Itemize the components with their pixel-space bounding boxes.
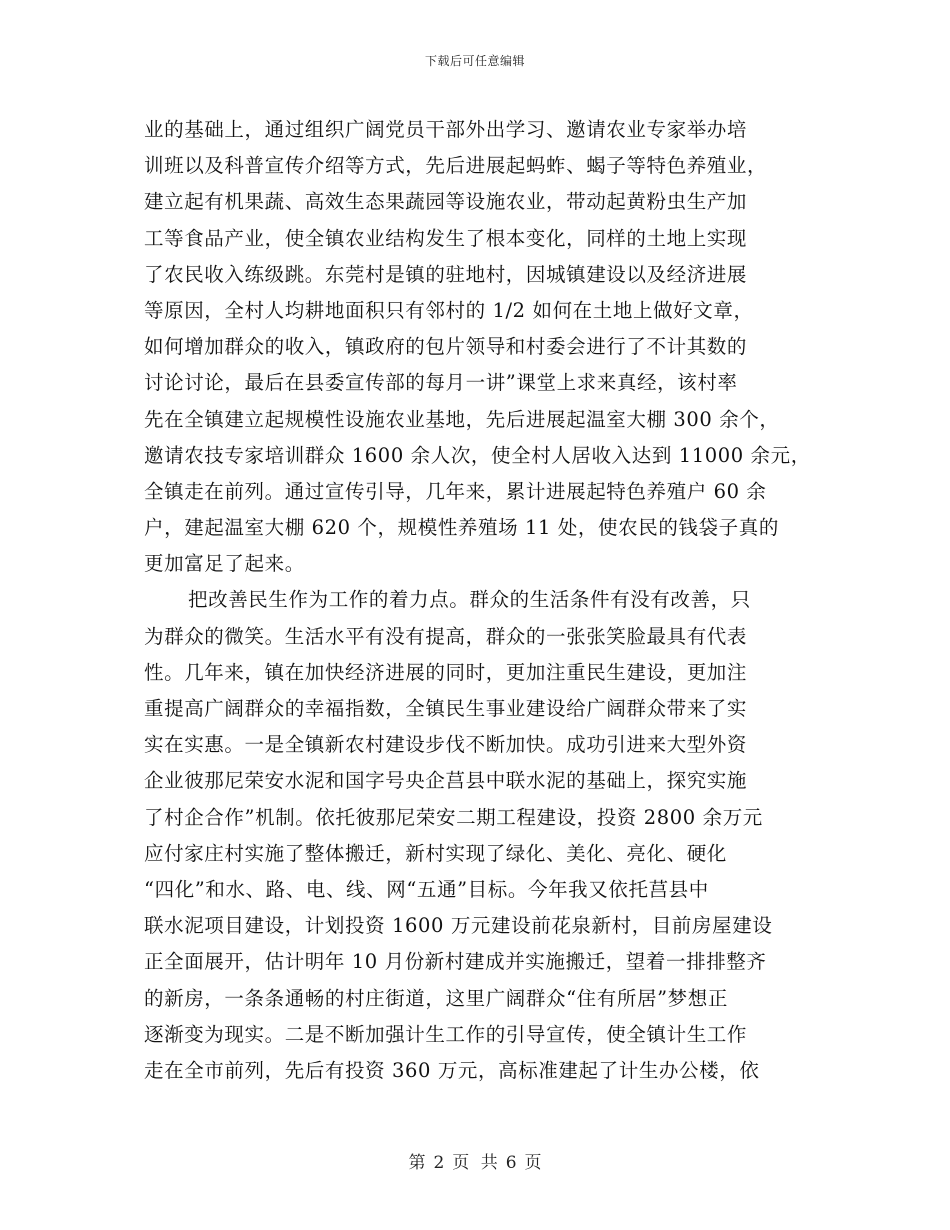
text-line: 建立起有机果蔬、高效生态果蔬园等设施农业，带动起黄粉虫生产加 [144, 190, 748, 214]
text-line: 走在全市前列，先后有投资 360 万元，高标准建起了计生办公楼，依 [144, 1058, 760, 1082]
page-header: 下载后可任意编辑 [424, 54, 525, 68]
current-page-number: 2 [433, 1153, 445, 1173]
footer-prefix: 第 [408, 1153, 426, 1173]
text-line: 性。几年来，镇在加快经济进展的同时，更加注重民生建设，更加注 [144, 660, 748, 684]
text-line: 更加富足了起来。 [144, 552, 305, 576]
footer-suffix: 页 [524, 1153, 542, 1173]
text-line: 训班以及科普宣传介绍等方式，先后进展起蚂蚱、蝎子等特色养殖业， [144, 154, 768, 178]
text-line: 正全面展开，估计明年 10 月份新村建成并实施搬迁，望着一排排整齐 [144, 950, 767, 974]
text-line: 了农民收入练级跳。东莞村是镇的驻地村，因城镇建设以及经济进展 [144, 262, 748, 286]
text-line: 企业彼那尼荣安水泥和国字号央企莒县中联水泥的基础上，探究实施 [144, 769, 748, 793]
text-line: 如何增加群众的收入，镇政府的包片领导和村委会进行了不计其数的 [144, 335, 748, 359]
text-line: 应付家庄村实施了整体搬迁，新村实现了绿化、美化、亮化、硬化 [144, 841, 727, 865]
text-line: 为群众的微笑。生活水平有没有提高，群众的一张张笑脸最具有代表 [144, 624, 748, 648]
text-line: 逐渐变为现实。二是不断加强计生工作的引导宣传，使全镇计生工作 [144, 1022, 748, 1046]
total-page-count: 6 [505, 1153, 517, 1173]
text-line: “四化”和水、路、电、线、网“五通”目标。今年我又依托莒县中 [144, 877, 709, 901]
footer-middle: 页 共 [452, 1153, 498, 1173]
text-line: 等原因，全村人均耕地面积只有邻村的 1/2 如何在土地上做好文章， [144, 298, 754, 322]
text-line: 实在实惠。一是全镇新农村建设步伐不断加快。成功引进来大型外资 [144, 733, 748, 757]
text-line: 了村企合作”机制。依托彼那尼荣安二期工程建设，投资 2800 余万元 [144, 805, 763, 829]
text-line: 先在全镇建立起规模性设施农业基地，先后进展起温室大棚 300 余个， [144, 407, 780, 431]
text-line: 的新房，一条条通畅的村庄街道，这里广阔群众“住有所居”梦想正 [144, 986, 728, 1010]
text-line: 联水泥项目建设，计划投资 1600 万元建设前花泉新村，目前房屋建设 [144, 914, 773, 938]
document-body [144, 112, 814, 1089]
text-line: 业的基础上，通过组织广阔党员干部外出学习、邀请农业专家举办培 [144, 118, 748, 141]
paragraph-start-line: 把改善民生作为工作的着力点。群众的生活条件有没有改善，只 [188, 588, 751, 612]
text-line: 重提高广阔群众的幸福指数，全镇民生事业建设给广阔群众带来了实 [144, 697, 748, 720]
page-footer [0, 1148, 950, 1173]
text-line: 全镇走在前列。通过宣传引导，几年来，累计进展起特色养殖户 60 余 [144, 479, 767, 503]
text-line: 邀请农技专家培训群众 1600 余人次，使全村人居收入达到 11000 余元， [144, 443, 811, 467]
text-line: 讨论讨论，最后在县委宣传部的每月一讲”课堂上求来真经，该村率 [144, 371, 738, 395]
text-line: 工等食品产业，使全镇农业结构发生了根本变化，同样的土地上实现 [144, 226, 748, 250]
text-line: 户，建起温室大棚 620 个，规模性养殖场 11 处，使农民的钱袋子真的 [144, 516, 779, 540]
